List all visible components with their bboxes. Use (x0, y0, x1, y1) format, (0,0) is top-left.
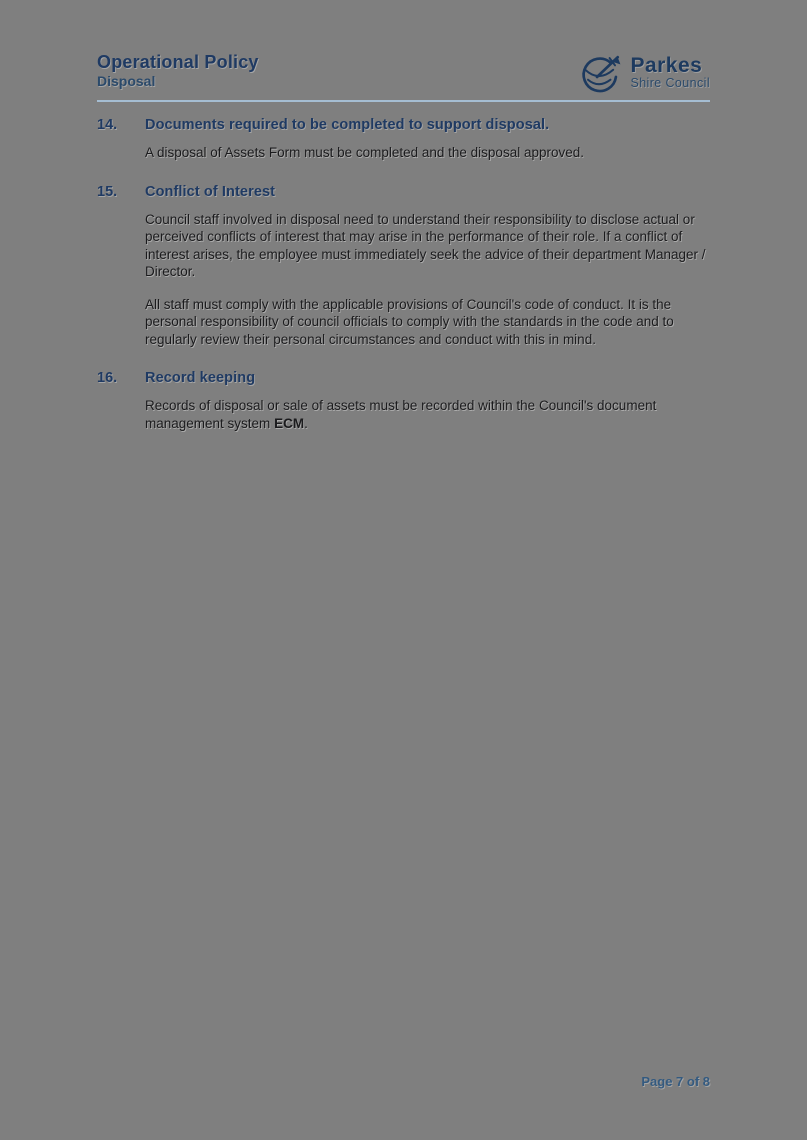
section-16 (97, 369, 710, 432)
document-subtitle: Disposal (97, 73, 156, 89)
section-14-main (145, 116, 710, 162)
section-15-heading: Conflict of Interest (145, 183, 276, 200)
section-16-paragraph (145, 397, 710, 432)
page-header (97, 52, 710, 102)
section-16-number: 16. (97, 370, 118, 386)
radio-telescope-icon (578, 50, 625, 95)
section-16-main (145, 369, 710, 432)
council-logo-name: Parkes (630, 53, 703, 77)
section-15-main (145, 183, 710, 349)
section-16-text-before: Records of disposal or sale of assets must be recorded within the Council's document management system (145, 398, 657, 431)
section-15 (97, 183, 710, 349)
section-16-ecm-label: ECM (274, 415, 305, 431)
section-14-number: 14. (97, 117, 118, 133)
section-15-paragraph-2: All staff must comply with the applicable provisions of Council's code of conduct. It is the personal responsibility of council officials to comply with the standards in the code and to regularly review their personal circumstances and conduct with this in mind. (145, 296, 674, 347)
document-body (97, 116, 710, 453)
council-logo-subname: Shire Council (630, 75, 710, 90)
header-titles (97, 52, 259, 90)
section-14-heading: Documents required to be completed to support disposal. (145, 117, 550, 133)
section-16-heading: Record keeping (145, 370, 256, 386)
section-15-paragraph-1: Council staff involved in disposal need to understand their responsibility to disclose actual or perceived conflicts of interest that may arise in the performance of their role. If a conflict of interest arises, the employee must immediately seek the advice of their department Manager / Director. (145, 211, 706, 279)
section-15-number: 15. (97, 183, 118, 200)
section-14 (97, 116, 710, 162)
council-logo-text (630, 55, 710, 91)
section-14-paragraph: A disposal of Assets Form must be completed and the disposal approved. (145, 145, 584, 160)
section-16-text-after: . (304, 415, 308, 431)
document-title: Operational Policy (97, 52, 259, 72)
page-number-label: Page 7 of 8 (641, 1074, 710, 1089)
council-logo (578, 50, 710, 95)
